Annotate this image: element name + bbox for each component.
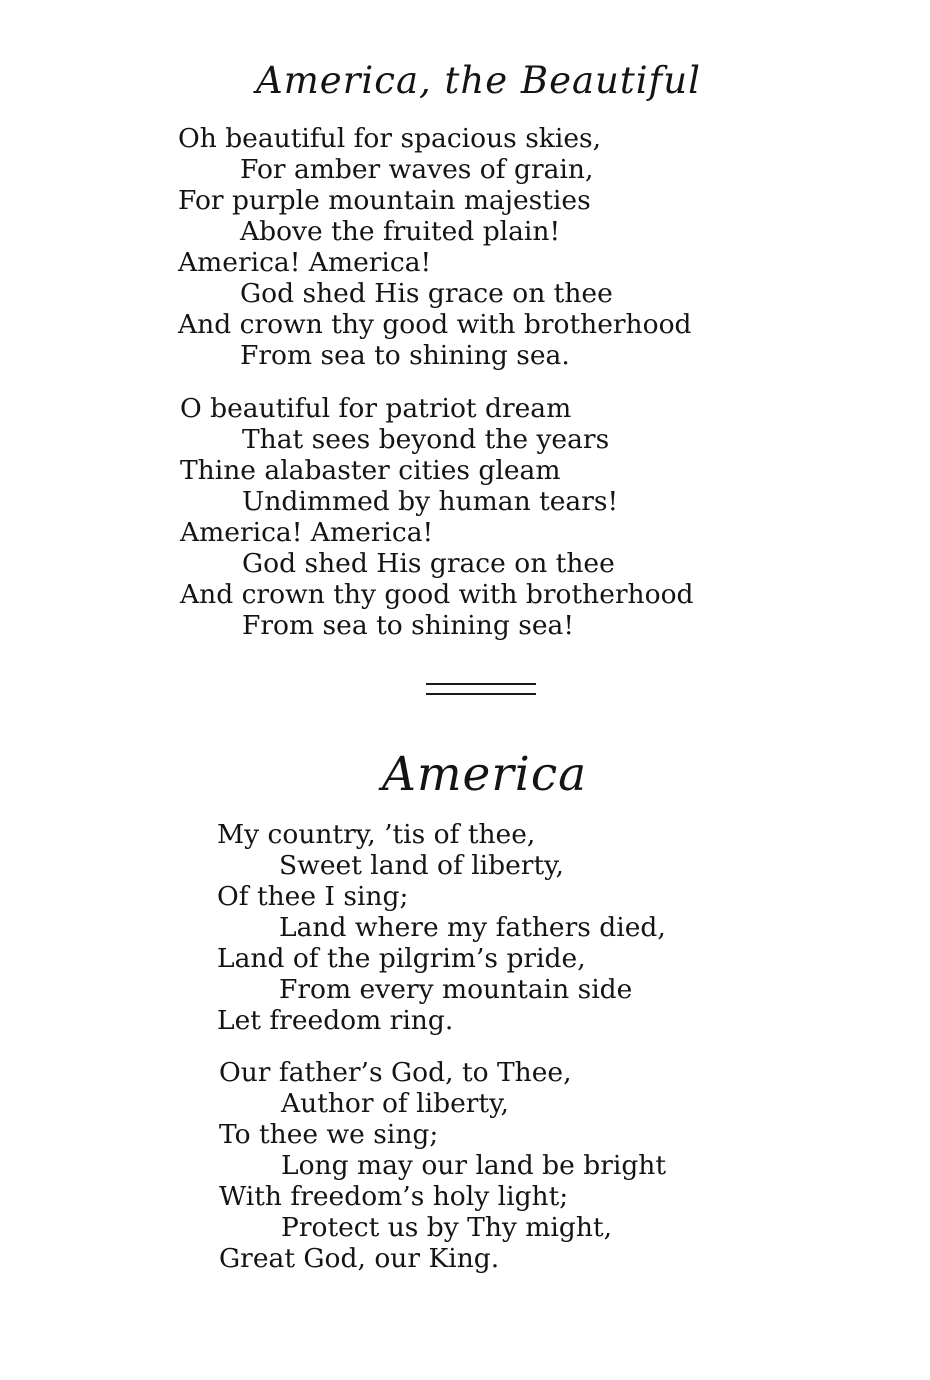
verse-line: America! America! — [180, 517, 434, 548]
stanza-2 — [219, 1057, 666, 1274]
verse-line: Land of the pilgrim’s pride, — [217, 943, 586, 974]
verse-line: Land where my fathers died, — [279, 912, 666, 943]
verse-line: Of thee I sing; — [217, 881, 409, 912]
stanza-1 — [178, 123, 692, 371]
stanza-2 — [180, 393, 694, 641]
verse-line: For purple mountain majesties — [178, 185, 591, 216]
song-title-america-the-beautiful: America, the Beautiful — [256, 59, 701, 102]
verse-line: For amber waves of grain, — [240, 154, 594, 185]
verse-line: And crown thy good with brotherhood — [180, 579, 694, 610]
verse-line: Protect us by Thy might, — [281, 1212, 612, 1243]
section-divider-top-rule — [426, 683, 536, 685]
verse-line: Great God, our King. — [219, 1243, 500, 1274]
verse-line: America! America! — [178, 247, 432, 278]
verse-line: With freedom’s holy light; — [219, 1181, 569, 1212]
verse-line: God shed His grace on thee — [242, 548, 615, 579]
verse-line: And crown thy good with brotherhood — [178, 309, 692, 340]
verse-line: Thine alabaster cities gleam — [180, 455, 561, 486]
stanza-1 — [217, 819, 666, 1036]
verse-line: Author of liberty, — [281, 1088, 509, 1119]
verse-line: From sea to shining sea. — [240, 340, 570, 371]
song-title-america: America — [382, 747, 588, 802]
verse-line: Long may our land be bright — [281, 1150, 667, 1181]
verse-line: Let freedom ring. — [217, 1005, 454, 1036]
verse-line: From sea to shining sea! — [242, 610, 574, 641]
verse-line: Above the fruited plain! — [240, 216, 561, 247]
verse-line: Oh beautiful for spacious skies, — [178, 123, 602, 154]
section-divider-bottom-rule — [426, 693, 536, 695]
verse-line: Sweet land of liberty, — [279, 850, 564, 881]
verse-line: That sees beyond the years — [242, 424, 610, 455]
verse-line: Undimmed by human tears! — [242, 486, 619, 517]
verse-line: O beautiful for patriot dream — [180, 393, 572, 424]
verse-line: Our father’s God, to Thee, — [219, 1057, 572, 1088]
verse-line: To thee we sing; — [219, 1119, 439, 1150]
verse-line: From every mountain side — [279, 974, 633, 1005]
verse-line: God shed His grace on thee — [240, 278, 613, 309]
verse-line: My country, ’tis of thee, — [217, 819, 536, 850]
